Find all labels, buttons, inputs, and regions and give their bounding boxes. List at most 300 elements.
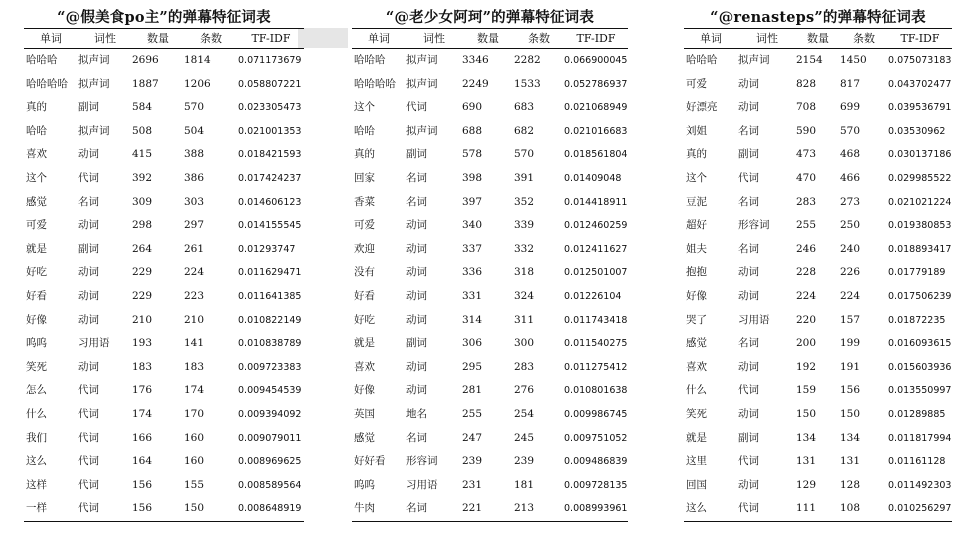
cell-tfidf: 0.01161128: [888, 456, 946, 468]
cell-items: 352: [514, 195, 535, 208]
cell-count: 397: [462, 195, 483, 208]
table-row: [24, 403, 304, 427]
cell-tfidf: 0.066900045: [564, 55, 628, 66]
cell-word: 哈哈哈: [26, 54, 58, 66]
cell-count: 337: [462, 242, 483, 255]
cell-word: 回国: [686, 478, 707, 491]
cell-items: 261: [184, 242, 205, 255]
cell-count: 200: [796, 337, 817, 350]
cell-items: 213: [514, 497, 564, 521]
cell-tfidf: 0.014606123: [238, 196, 302, 208]
cell-items: 160: [184, 455, 205, 468]
cell-tfidf: 0.01779189: [888, 267, 946, 279]
cell-word: 哈哈哈哈: [26, 77, 68, 90]
cell-items: 504: [184, 124, 205, 137]
col-header-pos: 词性: [78, 29, 132, 49]
cell-count: 255: [462, 407, 483, 420]
cell-pos: 副词: [738, 431, 759, 444]
cell-pos: 拟声词: [406, 54, 438, 66]
cell-pos: 代词: [78, 431, 99, 444]
cell-count: 298: [132, 219, 153, 232]
cell-tfidf: 0.009454539: [238, 385, 302, 397]
cell-pos: 代词: [406, 101, 427, 114]
cell-pos: 代词: [738, 497, 796, 521]
table-row: [24, 427, 304, 451]
cell-word: 真的: [686, 148, 707, 161]
col-header-word: 单词: [24, 29, 78, 49]
cell-items: 699: [840, 101, 861, 114]
cell-count: 331: [462, 289, 483, 302]
cell-word: 这个: [686, 171, 707, 184]
cell-tfidf: 0.071173679: [238, 55, 302, 66]
table-row: [684, 73, 952, 97]
cell-tfidf: 0.011540275: [564, 338, 628, 350]
table-row: [352, 427, 628, 451]
cell-tfidf: 0.014155545: [238, 220, 302, 232]
cell-count: 295: [462, 360, 483, 373]
cell-tfidf: 0.016093615: [888, 338, 952, 350]
cell-tfidf: 0.009723383: [238, 361, 302, 373]
cell-count: 584: [132, 101, 153, 114]
cell-items: 1814: [184, 54, 211, 66]
cell-word: 好好看: [354, 455, 386, 468]
cell-count: 2696: [132, 54, 159, 66]
cell-items: 170: [184, 407, 205, 420]
cell-tfidf: 0.008969625: [238, 456, 302, 468]
cell-count: 134: [796, 431, 817, 444]
cell-count: 828: [796, 77, 817, 90]
cell-word: 好像: [26, 313, 47, 326]
col-header-word: 单词: [684, 29, 738, 49]
cell-pos: 动词: [738, 101, 759, 114]
cell-items: 157: [840, 313, 861, 326]
table-row: [24, 49, 304, 73]
table-row: [24, 261, 304, 285]
cell-items: 156: [840, 384, 861, 397]
table-row: [24, 450, 304, 474]
cell-word: 喜欢: [26, 148, 47, 161]
table-row: [352, 238, 628, 262]
table-row: [684, 191, 952, 215]
cell-tfidf: 0.03530962: [888, 125, 946, 137]
cell-count: 111: [796, 497, 840, 521]
cell-tfidf: 0.008993961: [564, 497, 628, 521]
cell-count: 473: [796, 148, 817, 161]
cell-tfidf: 0.015603936: [888, 361, 952, 373]
table-row: [684, 214, 952, 238]
cell-pos: 动词: [738, 77, 759, 90]
col-header-items: 条数: [840, 29, 888, 49]
cell-pos: 代词: [78, 384, 99, 397]
cell-pos: 名词: [406, 431, 427, 444]
cell-tfidf: 0.023305473: [238, 102, 302, 114]
table-row: [24, 238, 304, 262]
cell-pos: 动词: [78, 313, 99, 326]
cell-tfidf: 0.011275412: [564, 361, 628, 373]
cell-pos: 习用语: [738, 313, 770, 326]
table-row: [24, 285, 304, 309]
cell-items: 303: [184, 195, 205, 208]
cell-tfidf: 0.021001353: [238, 125, 302, 137]
cell-count: 220: [796, 313, 817, 326]
cell-items: 199: [840, 337, 861, 350]
cell-pos: 习用语: [406, 478, 438, 491]
table-row: [24, 356, 304, 380]
cell-pos: 拟声词: [78, 77, 110, 90]
cell-tfidf: 0.011629471: [238, 267, 302, 279]
cell-word: 牛肉: [352, 497, 406, 521]
col-header-items: 条数: [514, 29, 564, 49]
cell-tfidf: 0.030137186: [888, 149, 952, 161]
cell-tfidf: 0.052786937: [564, 78, 628, 90]
cell-word: 怎么: [26, 384, 47, 397]
cell-items: 570: [514, 148, 535, 161]
table-row: [352, 403, 628, 427]
cell-tfidf: 0.01226104: [564, 290, 622, 302]
cell-count: 415: [132, 148, 153, 161]
cell-tfidf: 0.01872235: [888, 314, 946, 326]
cell-pos: 动词: [406, 242, 427, 255]
cell-tfidf: 0.01289885: [888, 408, 946, 420]
table-row: [684, 49, 952, 73]
cell-items: 682: [514, 124, 535, 137]
table-row: [684, 96, 952, 120]
cell-items: 386: [184, 171, 205, 184]
cell-pos: 习用语: [78, 337, 110, 350]
table-row: [24, 96, 304, 120]
cell-count: 281: [462, 384, 483, 397]
cell-items: 224: [184, 266, 205, 279]
cell-count: 229: [132, 266, 153, 279]
cell-count: 283: [796, 195, 817, 208]
table-row: [352, 191, 628, 215]
cell-count: 2249: [462, 77, 489, 90]
cell-count: 193: [132, 337, 153, 350]
cell-items: 391: [514, 171, 535, 184]
col-header-count: 数量: [462, 29, 514, 49]
cell-items: 1450: [840, 54, 867, 66]
table-row: [24, 191, 304, 215]
cell-word: 可爱: [26, 219, 47, 232]
col-header-count: 数量: [796, 29, 840, 49]
table-row: [352, 332, 628, 356]
cell-word: 笑死: [26, 360, 47, 373]
cell-word: 这里: [686, 455, 707, 468]
cell-count: 164: [132, 455, 153, 468]
table-row: [352, 214, 628, 238]
cell-word: 真的: [26, 101, 47, 114]
cell-word: 感觉: [26, 195, 47, 208]
col-header-tfidf: TF-IDF: [238, 29, 304, 49]
cell-count: 306: [462, 337, 483, 350]
header-row: [684, 29, 952, 49]
cell-count: 221: [462, 497, 514, 521]
cell-count: 470: [796, 171, 817, 184]
cell-word: 就是: [686, 431, 707, 444]
cell-items: 1206: [184, 77, 211, 90]
cell-items: 134: [840, 431, 861, 444]
table-row: [24, 143, 304, 167]
cell-pos: 形容词: [738, 219, 770, 232]
cell-pos: 名词: [406, 171, 427, 184]
table-row: [24, 214, 304, 238]
cell-word: 哈哈: [354, 124, 375, 137]
cell-tfidf: 0.039536791: [888, 102, 952, 114]
cell-items: 1533: [514, 77, 541, 90]
table-row: [684, 450, 952, 474]
cell-word: 好漂亮: [686, 101, 718, 114]
cell-items: 160: [184, 431, 205, 444]
cell-word: 呜呜: [354, 478, 375, 491]
cell-word: 这样: [26, 478, 47, 491]
cell-word: 香菜: [354, 195, 375, 208]
cell-items: 468: [840, 148, 861, 161]
cell-word: 什么: [686, 384, 707, 397]
cell-pos: 地名: [406, 407, 427, 420]
cell-pos: 名词: [406, 195, 427, 208]
table-row: [24, 474, 304, 498]
col-header-pos: 词性: [738, 29, 796, 49]
cell-tfidf: 0.018421593: [238, 149, 302, 161]
cell-pos: 动词: [406, 384, 427, 397]
cell-word: 这个: [354, 101, 375, 114]
cell-count: 166: [132, 431, 153, 444]
cell-items: 388: [184, 148, 205, 161]
cell-tfidf: 0.011743418: [564, 314, 628, 326]
cell-word: 哈哈哈哈: [354, 77, 396, 90]
table-row: [684, 143, 952, 167]
cell-count: 129: [796, 478, 817, 491]
word-table: [24, 28, 304, 522]
cell-items: 570: [840, 124, 861, 137]
cell-tfidf: 0.043702477: [888, 78, 952, 90]
cell-count: 264: [132, 242, 153, 255]
cell-tfidf: 0.017424237: [238, 172, 302, 184]
header-shade: [298, 28, 348, 48]
cell-word: 姐夫: [686, 242, 707, 255]
table-row: [352, 474, 628, 498]
cell-items: 276: [514, 384, 535, 397]
cell-items: 332: [514, 242, 535, 255]
cell-tfidf: 0.009486839: [564, 456, 628, 468]
cell-pos: 副词: [78, 101, 99, 114]
cell-tfidf: 0.058807221: [238, 78, 302, 90]
cell-word: 欢迎: [354, 242, 375, 255]
cell-word: 我们: [26, 431, 47, 444]
table-row: [24, 379, 304, 403]
cell-word: 哈哈哈: [354, 54, 386, 66]
cell-items: 2282: [514, 54, 541, 66]
cell-word: 这个: [26, 171, 47, 184]
cell-count: 150: [796, 407, 817, 420]
cell-tfidf: 0.021068949: [564, 102, 628, 114]
cell-pos: 代词: [738, 171, 759, 184]
cell-items: 210: [184, 313, 205, 326]
cell-items: 250: [840, 219, 861, 232]
table-row: [24, 73, 304, 97]
table-row: [684, 261, 952, 285]
table-title: “@renasteps”的弹幕特征词表: [710, 9, 926, 26]
cell-pos: 动词: [78, 289, 99, 302]
cell-word: 感觉: [686, 337, 707, 350]
cell-pos: 代词: [78, 407, 99, 420]
table-row: [352, 356, 628, 380]
cell-items: 273: [840, 195, 861, 208]
table-row: [352, 450, 628, 474]
cell-pos: 动词: [738, 360, 759, 373]
col-header-tfidf: TF-IDF: [564, 29, 628, 49]
cell-word: 一样: [24, 497, 78, 521]
table-row: [684, 356, 952, 380]
cell-tfidf: 0.012501007: [564, 267, 628, 279]
cell-count: 159: [796, 384, 817, 397]
cell-count: 176: [132, 384, 153, 397]
cell-pos: 动词: [406, 289, 427, 302]
cell-pos: 动词: [738, 407, 759, 420]
cell-tfidf: 0.010822149: [238, 314, 302, 326]
word-table: [684, 28, 952, 522]
cell-pos: 副词: [738, 148, 759, 161]
cell-pos: 名词: [406, 497, 462, 521]
cell-pos: 代词: [78, 497, 132, 521]
cell-tfidf: 0.018893417: [888, 243, 952, 255]
cell-items: 311: [514, 313, 535, 326]
table-row: [352, 120, 628, 144]
cell-word: 抱抱: [686, 266, 707, 279]
cell-pos: 动词: [738, 266, 759, 279]
cell-word: 就是: [26, 242, 47, 255]
cell-pos: 动词: [738, 478, 759, 491]
cell-items: 174: [184, 384, 205, 397]
table-row: [24, 120, 304, 144]
cell-items: 245: [514, 431, 535, 444]
cell-items: 223: [184, 289, 205, 302]
cell-tfidf: 0.019380853: [888, 220, 952, 232]
cell-count: 229: [132, 289, 153, 302]
cell-word: 好像: [354, 384, 375, 397]
cell-word: 感觉: [354, 431, 375, 444]
cell-word: 好吃: [354, 313, 375, 326]
cell-tfidf: 0.01293747: [238, 243, 296, 255]
cell-word: 好看: [26, 289, 47, 302]
cell-count: 398: [462, 171, 483, 184]
cell-count: 246: [796, 242, 817, 255]
cell-pos: 名词: [738, 242, 759, 255]
cell-count: 131: [796, 455, 817, 468]
cell-pos: 名词: [738, 337, 759, 350]
cell-items: 191: [840, 360, 861, 373]
cell-items: 254: [514, 407, 535, 420]
table-row: [24, 497, 304, 521]
cell-pos: 动词: [406, 360, 427, 373]
cell-items: 150: [184, 497, 238, 521]
cell-tfidf: 0.014418911: [564, 196, 628, 208]
cell-pos: 代词: [738, 384, 759, 397]
table-row: [352, 309, 628, 333]
cell-pos: 副词: [78, 242, 99, 255]
cell-items: 131: [840, 455, 861, 468]
cell-word: 这么: [26, 455, 47, 468]
table-row: [684, 474, 952, 498]
cell-word: 哭了: [686, 313, 707, 326]
cell-tfidf: 0.009751052: [564, 432, 628, 444]
cell-items: 683: [514, 101, 535, 114]
table-row: [352, 49, 628, 73]
word-table: [352, 28, 628, 522]
cell-word: 就是: [354, 337, 375, 350]
cell-tfidf: 0.011817994: [888, 432, 952, 444]
cell-items: 226: [840, 266, 861, 279]
cell-word: 好看: [354, 289, 375, 302]
cell-count: 314: [462, 313, 483, 326]
cell-pos: 拟声词: [406, 124, 438, 137]
cell-count: 210: [132, 313, 153, 326]
table-row: [352, 379, 628, 403]
cell-tfidf: 0.012460259: [564, 220, 628, 232]
cell-count: 183: [132, 360, 153, 373]
cell-word: 呜呜: [26, 337, 47, 350]
table-row: [352, 167, 628, 191]
cell-count: 336: [462, 266, 483, 279]
cell-count: 309: [132, 195, 153, 208]
cell-word: 回家: [354, 171, 375, 184]
cell-pos: 形容词: [406, 455, 438, 468]
cell-tfidf: 0.011492303: [888, 479, 952, 491]
header-row: [24, 29, 304, 49]
cell-pos: 动词: [406, 219, 427, 232]
table-row: [684, 238, 952, 262]
cell-pos: 副词: [406, 337, 427, 350]
cell-items: 324: [514, 289, 535, 302]
col-header-pos: 词性: [406, 29, 462, 49]
cell-word: 什么: [26, 407, 47, 420]
cell-pos: 代词: [78, 455, 99, 468]
table-title: “@假美食po主”的弹幕特征词表: [57, 9, 271, 26]
cell-tfidf: 0.021016683: [564, 125, 628, 137]
table-title: “@老少女阿珂”的弹幕特征词表: [385, 9, 595, 26]
cell-count: 247: [462, 431, 483, 444]
col-header-tfidf: TF-IDF: [888, 29, 952, 49]
cell-tfidf: 0.008648919: [238, 497, 304, 521]
table-row: [352, 73, 628, 97]
cell-tfidf: 0.009079011: [238, 432, 302, 444]
cell-tfidf: 0.009728135: [564, 479, 628, 491]
table-laoshaonv: [352, 8, 628, 522]
table-row: [684, 497, 952, 521]
cell-items: 283: [514, 360, 535, 373]
cell-count: 156: [132, 478, 153, 491]
cell-count: 174: [132, 407, 153, 420]
cell-pos: 拟声词: [738, 54, 770, 66]
col-header-items: 条数: [184, 29, 238, 49]
cell-tfidf: 0.013550997: [888, 385, 952, 397]
cell-word: 喜欢: [686, 360, 707, 373]
table-row: [352, 96, 628, 120]
cell-items: 150: [840, 407, 861, 420]
cell-count: 590: [796, 124, 817, 137]
cell-count: 690: [462, 101, 483, 114]
cell-items: 297: [184, 219, 205, 232]
table-jiameishi: [24, 8, 304, 522]
cell-count: 708: [796, 101, 817, 114]
cell-count: 239: [462, 455, 483, 468]
cell-pos: 动词: [78, 266, 99, 279]
cell-tfidf: 0.075073183: [888, 55, 952, 66]
cell-count: 688: [462, 124, 483, 137]
cell-items: 141: [184, 337, 205, 350]
cell-pos: 名词: [738, 124, 759, 137]
cell-pos: 代词: [78, 478, 99, 491]
